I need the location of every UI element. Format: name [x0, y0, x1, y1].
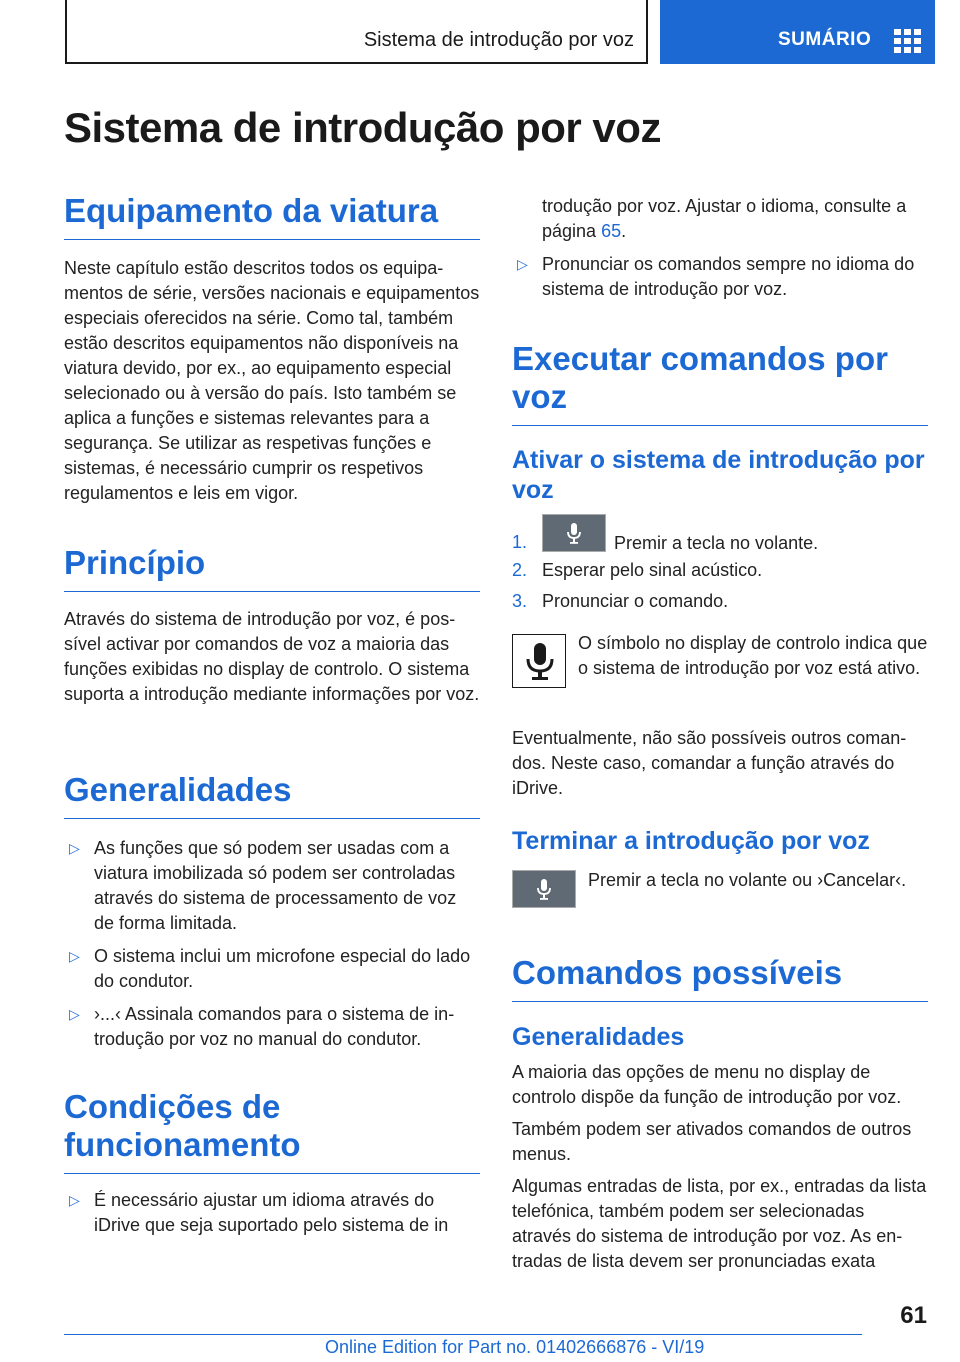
- paragraph-terminar: Premir a tecla no volante ou ›Cancelar‹.: [588, 870, 907, 890]
- paragraph-equipamento: Neste capítulo estão descritos todos os equipamentos de série, versões nacionais e equipamentos especiais oferecidos na série. Como tal, também estão descritos equipamentos não disponíveis na viatura devido, por ex., ao equipamento especial selecionado ou à versão do país. Isto também se aplica a funções e sistemas relevantes para a segurança. Se utilizar as respetivas funções e sistemas, é necessário cumprir os respetivos regulamentos e leis em vigor.: [64, 258, 480, 503]
- page-title: Sistema de introdução por voz: [64, 104, 661, 151]
- sumario-label: SUMÁRIO: [778, 29, 872, 50]
- mic-symbol-icon: [512, 634, 566, 688]
- list-item: ▷ As funções que só podem ser usadas com a viatura imobilizada só podem ser controladas através do sistema de processamento de voz de forma limitada.: [69, 838, 457, 933]
- triangle-bullet-icon: ▷: [517, 256, 528, 272]
- triangle-bullet-icon: ▷: [69, 1192, 80, 1208]
- page-number: 61: [900, 1302, 927, 1329]
- paragraph-gen-2: Também podem ser ativados comandos de outros menus.: [512, 1119, 912, 1164]
- heading-condicoes: Condições de funcionamento: [64, 1088, 480, 1174]
- steps-list: [512, 512, 928, 614]
- heading-terminar: Terminar a introdução por voz: [512, 827, 870, 855]
- sumario-button[interactable]: [660, 0, 935, 64]
- mic-button-icon: [542, 514, 606, 552]
- list-item: ▷ O sistema inclui um microfone especial do lado do condutor.: [69, 946, 471, 991]
- paragraph-gen-3: Algumas entradas de lista, por ex., entradas da lista telefónica, também podem ser selecionadas através do sistema de introdução por voz. As entradas de lista devem ser pronunciadas exata: [512, 1176, 927, 1271]
- header-section-title: Sistema de introdução por voz: [363, 29, 634, 51]
- list-item: ▷ É necessário ajustar um idioma através do iDrive que seja suportado pelo sistema de in: [69, 1190, 449, 1235]
- paragraph-principio: Através do sistema de introdução por voz, é possível activar por comandos de voz a maioria das funções exibidas no display de controlo. O sistema suporta a introdução mediante informações por voz.: [64, 609, 480, 704]
- footer-edition: Online Edition for Part no. 01402666876 - VI/19: [325, 1337, 705, 1357]
- condicoes-list-cont: [512, 252, 928, 302]
- grid-icon: [894, 29, 921, 53]
- heading-comandos: Comandos possíveis: [512, 954, 928, 1002]
- heading-generalidades: Generalidades: [64, 771, 480, 819]
- paragraph-symbol: O símbolo no display de controlo indica que o sistema de introdução por voz está ativo.: [578, 633, 928, 678]
- page-link[interactable]: 65: [601, 221, 622, 241]
- paragraph-eventual: Eventualmente, não são possíveis outros comandos. Neste caso, comandar a função através do iDrive.: [512, 728, 907, 798]
- triangle-bullet-icon: ▷: [69, 1006, 80, 1022]
- footer-divider: [64, 1334, 862, 1335]
- condicoes-list: [64, 1188, 480, 1238]
- step-number: 2.: [512, 560, 528, 581]
- symbol-note: [512, 634, 928, 714]
- heading-executar: Executar comandos por voz: [512, 340, 928, 426]
- generalidades-list: [64, 836, 480, 1052]
- step-number: 1.: [512, 532, 528, 552]
- paragraph-continuation: trodução por voz. Ajustar o idioma, consulte a página 65.: [542, 196, 907, 241]
- heading-generalidades-sub: Generalidades: [512, 1023, 685, 1051]
- triangle-bullet-icon: ▷: [69, 948, 80, 964]
- heading-equipamento: Equipamento da viatura: [64, 192, 480, 240]
- mic-button-icon: [512, 870, 576, 908]
- list-item: ▷ Pronunciar os comandos sempre no idioma do sistema de introdução por voz.: [517, 254, 915, 299]
- step-item: 3. Pronunciar o comando.: [512, 589, 928, 614]
- step-item: 1. Premir a tecla no volante.: [512, 512, 928, 552]
- paragraph-gen-1: A maioria das opções de menu no display de controlo dispõe da função de introdução por voz.: [512, 1062, 902, 1107]
- heading-ativar: Ativar o sistema de introdução por voz: [512, 446, 925, 504]
- step-number: 3.: [512, 591, 528, 612]
- triangle-bullet-icon: ▷: [69, 840, 80, 856]
- heading-principio: Princípio: [64, 544, 480, 592]
- header-section-box: [65, 0, 648, 64]
- step-item: 2. Esperar pelo sinal acústico.: [512, 558, 928, 583]
- list-item: ▷ ›...‹ Assinala comandos para o sistema de introdução por voz no manual do condutor.: [69, 1004, 455, 1049]
